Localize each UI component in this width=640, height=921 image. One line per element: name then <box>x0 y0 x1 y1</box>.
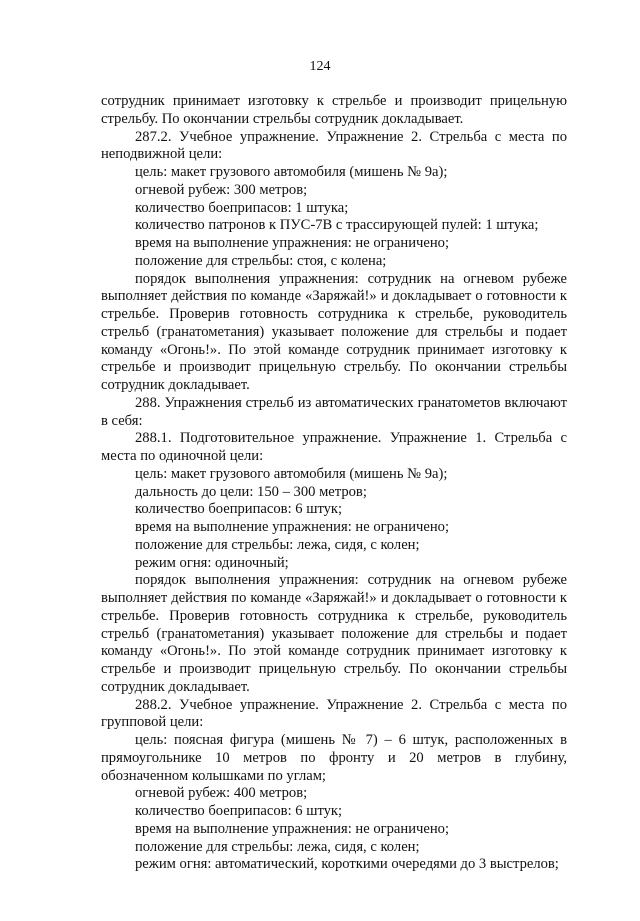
list-item: огневой рубеж: 300 метров; <box>135 181 308 198</box>
paragraph: порядок выполнения упражнения: сотрудник на огневом рубеже выполняет действия по команде «Заряжай!» и докладывает о готовности к стрельбе. Проверив готовность сотрудника к стрельбе, руководитель стрельб (гранатометания) указывает положение для стрельбы и подает команду «Огонь!». По этой команде сотрудник принимает изготовку к стрельбе и производит прицельную стрельбу. По окончании стрельбы сотрудник докладывает. <box>101 270 567 393</box>
paragraph: 287.2. Учебное упражнение. Упражнение 2. Стрельба с места по неподвижной цели: <box>101 128 567 163</box>
list-item: положение для стрельбы: лежа, сидя, с колен; <box>135 536 420 553</box>
list-item: огневой рубеж: 400 метров; <box>135 785 308 802</box>
paragraph: порядок выполнения упражнения: сотрудник на огневом рубеже выполняет действия по команде «Заряжай!» и докладывает о готовности к стрельбе. Проверив готовность сотрудника к стрельбе, руководитель стрельб (гранатометания) указывает положение для стрельбы и подает команду «Огонь!». По этой команде сотрудник принимает изготовку к стрельбе и производит прицельную стрельбу. По окончании стрельбы сотрудник докладывает. <box>101 572 567 695</box>
list-item: количество боеприпасов: 1 штука; <box>135 199 349 216</box>
paragraph: 288.1. Подготовительное упражнение. Упражнение 1. Стрельба с места по одиночной цели: <box>101 430 567 464</box>
page-number: 124 <box>309 59 331 74</box>
body-text <box>101 93 567 874</box>
list-item: дальность до цели: 150 – 300 метров; <box>135 483 367 500</box>
list-item: количество боеприпасов: 6 штук; <box>135 803 343 819</box>
list-item: количество боеприпасов: 6 штук; <box>135 501 343 518</box>
paragraph: 288.2. Учебное упражнение. Упражнение 2. Стрельба с места по групповой цели: <box>101 696 567 731</box>
paragraph: сотрудник принимает изготовку к стрельбе и производит прицельную стрельбу. По окончании стрельбы сотрудник докладывает. <box>101 93 567 127</box>
list-item: режим огня: одиночный; <box>135 554 289 571</box>
paragraph: 288. Упражнения стрельб из автоматических гранатометов включают в себя: <box>101 394 567 429</box>
list-item: время на выполнение упражнения: не ограничено; <box>135 820 450 837</box>
list-item: цель: макет грузового автомобиля (мишень № 9а); <box>135 465 448 482</box>
list-item: количество патронов к ПУС-7В с трассирующей пулей: 1 штука; <box>135 217 539 234</box>
list-item: положение для стрельбы: стоя, с колена; <box>135 252 387 269</box>
list-item: время на выполнение упражнения: не ограничено; <box>135 519 450 535</box>
list-item: цель: макет грузового автомобиля (мишень № 9а); <box>135 164 448 180</box>
paragraph: цель: поясная фигура (мишень № 7) – 6 штук, расположенных в прямоугольнике 10 метров по фронту и 20 метров в глубину, обозначенном колышками по углам; <box>101 732 567 784</box>
list-item: положение для стрельбы: лежа, сидя, с колен; <box>135 838 420 855</box>
list-item: время на выполнение упражнения: не ограничено; <box>135 235 450 251</box>
list-item: режим огня: автоматический, короткими очередями до 3 выстрелов; <box>135 856 559 873</box>
